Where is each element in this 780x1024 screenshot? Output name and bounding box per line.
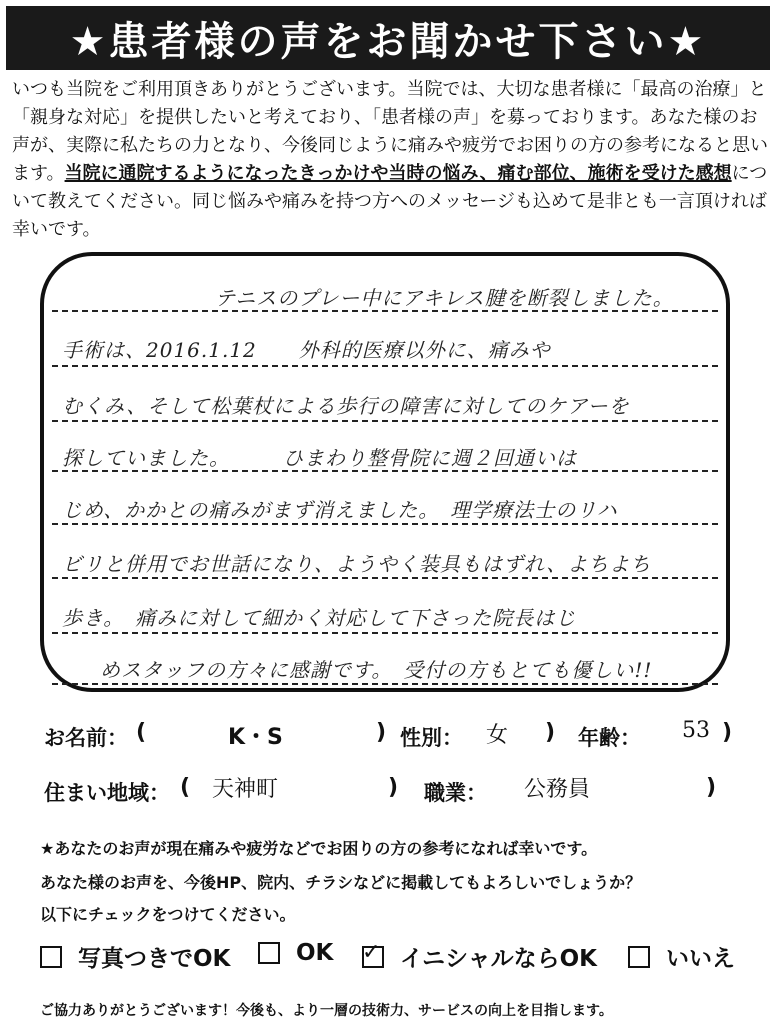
option-ok[interactable]: [258, 940, 333, 966]
rule-line: [52, 523, 718, 525]
gender-value: 女: [486, 723, 509, 748]
checkbox-photo-ok[interactable]: [40, 946, 62, 968]
testimonial-line: 歩き。 痛みに対して細かく対応して下さった院長はじ: [62, 606, 577, 630]
option-no[interactable]: [628, 940, 735, 973]
option-label: OK: [296, 940, 334, 966]
area-label: 住まい地域：: [44, 781, 170, 805]
intro-part2: について教えてください。同じ悩みや痛みを持つ方へのメッセージも込めて是非とも一言頂ければ幸いです。: [12, 163, 768, 240]
intro-part1: いつも当院をご利用頂きありがとうございます。当院では、大切な患者様に「最高の治療」と「親身な対応」を提供したいと考えており、「患者様の声」を募っております。あなた様のお声が、実際に私たちの力となり、今後同じように痛みや疲労でお困りの方の参考になると思います。: [12, 79, 768, 184]
testimonial-line: めスタッフの方々に感謝です。 受付の方もとても優しい!!: [100, 658, 653, 682]
paren-close: ): [722, 720, 733, 745]
intro-text: [12, 76, 770, 244]
checkbox-no[interactable]: [628, 946, 650, 968]
paren-open: (: [136, 720, 147, 745]
paren-close: ): [706, 775, 717, 800]
banner-title: ★患者様の声をお聞かせ下さい★: [6, 6, 770, 70]
paren-close: ): [376, 720, 387, 745]
area-value: 天神町: [212, 777, 279, 802]
option-label: 写真つきでOK: [78, 946, 231, 972]
checkbox-ok[interactable]: [258, 942, 280, 964]
name-value: K・S: [228, 725, 283, 750]
rule-line: [52, 632, 718, 634]
age-value: 53: [682, 718, 710, 743]
option-photo-ok[interactable]: [40, 940, 230, 973]
check-mark-icon: ✓: [362, 939, 381, 965]
job-value: 公務員: [524, 777, 591, 802]
testimonial-line: ビリと併用でお世話になり、ようやく装具もはずれ、よちよち: [62, 552, 652, 576]
rule-line: [52, 577, 718, 579]
note-line: 以下にチェックをつけてください。: [40, 905, 296, 924]
paren-open: (: [180, 775, 191, 800]
rule-line: [52, 365, 718, 367]
footer-text: ご協力ありがとうございます！今後も、より一層の技術力、サービスの向上を目指します。: [40, 1003, 613, 1019]
testimonial-line: 探していました。 ひまわり整骨院に週２回通いは: [62, 446, 577, 470]
option-label: いいえ: [666, 946, 735, 972]
option-label: イニシャルならOK: [400, 946, 597, 972]
age-label: 年齢：: [578, 726, 641, 750]
note-line: あなた様のお声を、今後HP、院内、チラシなどに掲載してもよろしいでしょうか？: [40, 873, 642, 892]
option-initial-ok[interactable]: [362, 940, 597, 973]
testimonial-line: テニスのプレー中にアキレス腱を断裂しました。: [215, 286, 674, 310]
testimonial-line: じめ、かかとの痛みがまず消えました。 理学療法士のリハ: [62, 498, 618, 522]
name-label: お名前：: [44, 726, 128, 750]
checkbox-initial-ok[interactable]: [362, 939, 384, 968]
job-label: 職業：: [424, 781, 487, 805]
gender-label: 性別：: [400, 726, 463, 750]
intro-underlined: 当院に通院するようになったきっかけや当時の悩み、痛む部位、施術を受けた感想: [64, 163, 732, 184]
note-line: ★あなたのお声が現在痛みや疲労などでお困りの方の参考になれば幸いです。: [40, 839, 598, 858]
rule-line: [52, 420, 718, 422]
paren-close: ): [388, 775, 399, 800]
rule-line: [52, 683, 718, 685]
paren-close: ): [545, 720, 556, 745]
testimonial-line: むくみ、そして松葉杖による歩行の障害に対してのケアーを: [62, 394, 630, 418]
testimonial-line: 手術は、2016.1.12 外科的医療以外に、痛みや: [62, 338, 551, 362]
